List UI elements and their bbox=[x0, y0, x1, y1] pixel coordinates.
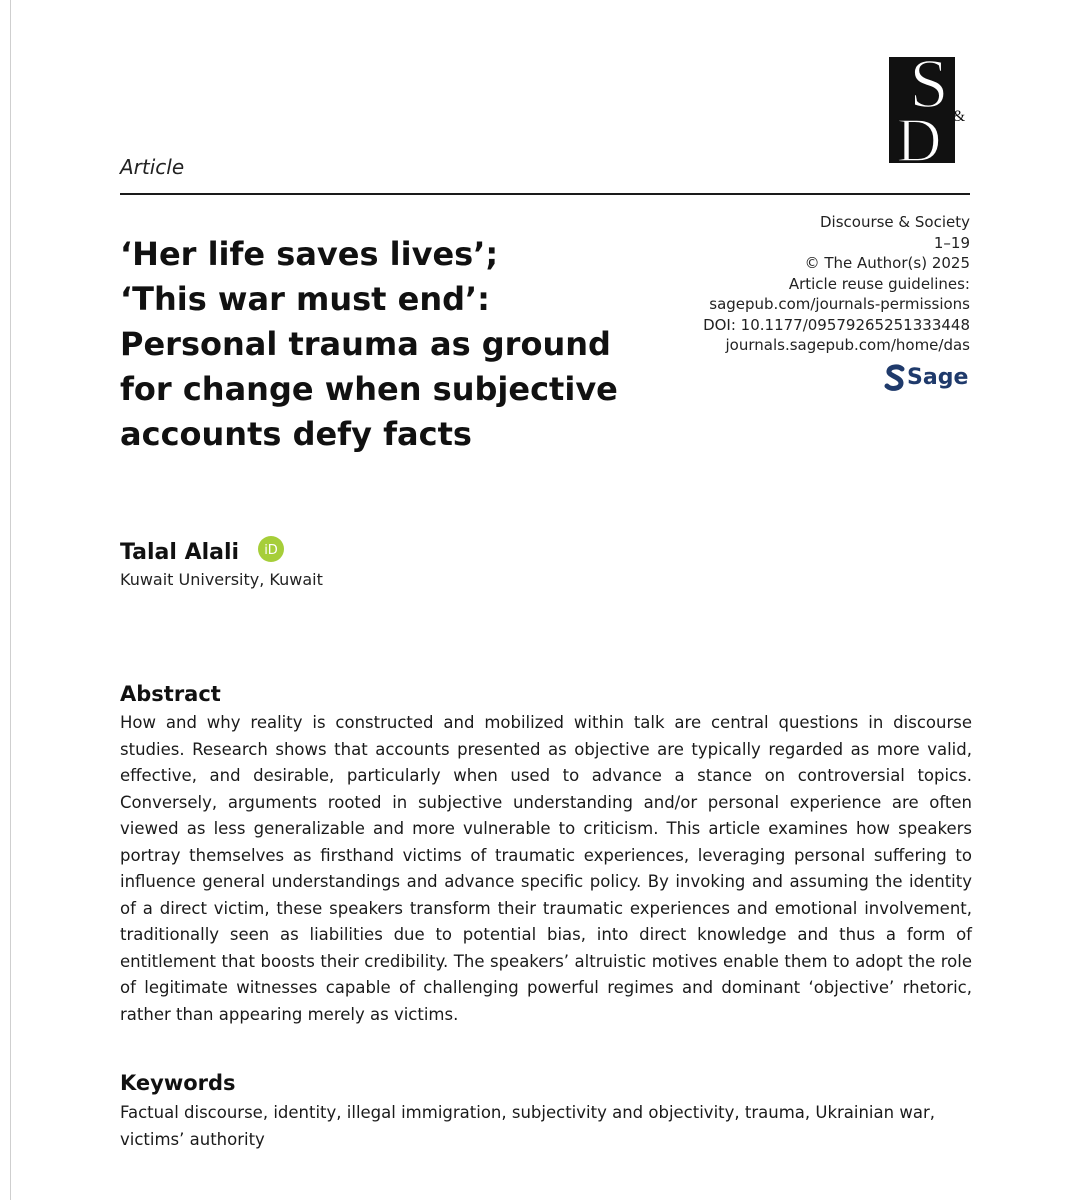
orcid-label: iD bbox=[264, 543, 278, 558]
title-line: accounts defy facts bbox=[120, 415, 472, 453]
reuse-guidelines-label: Article reuse guidelines: bbox=[788, 274, 970, 293]
author-name: Talal Alali bbox=[120, 540, 240, 565]
journal-metadata bbox=[703, 212, 970, 356]
journal-logo bbox=[889, 45, 967, 165]
abstract-text: How and why reality is constructed and mobilized within talk are central questions in discourse studies. Research shows that accounts presented as objective are typically regarded as more valid, effective, and desirable, particularly when used to advance a stance on controversial topics. Conversely, arguments rooted in subjective understanding and/or personal experience are often viewed as less generalizable and more vulnerable to criticism. This article examines how speakers portray themselves as firsthand victims of traumatic experiences, leveraging personal suffering to influence general understandings and advance specific policy. By invoking and assuming the identity of a direct victim, these speakers transform their traumatic experiences and emotional involvement, traditionally seen as liabilities due to potential bias, into direct knowledge and thus a form of entitlement that boosts their credibility. The speakers’ altruistic motives enable them to adopt the role of legitimate witnesses capable of challenging powerful regimes and dominant ‘objective’ rhetoric, rather than appearing merely as victims. bbox=[120, 713, 972, 1024]
sage-s-mark-icon bbox=[884, 364, 906, 392]
abstract-heading: Abstract bbox=[120, 682, 221, 706]
doi-link[interactable]: DOI: 10.1177/09579265251333448 bbox=[703, 315, 970, 334]
keywords-heading: Keywords bbox=[120, 1071, 236, 1095]
journal-homepage-link[interactable]: journals.sagepub.com/home/das bbox=[725, 336, 970, 354]
logo-ampersand: & bbox=[952, 108, 966, 125]
title-line: Personal trauma as ground bbox=[120, 325, 611, 363]
sage-logo bbox=[884, 363, 970, 393]
journal-name: Discourse & Society bbox=[819, 213, 970, 231]
sage-wordmark: Sage bbox=[907, 365, 969, 390]
logo-letter-d: D bbox=[896, 107, 942, 165]
header-rule bbox=[120, 193, 970, 195]
title-line: for change when subjective bbox=[120, 370, 618, 408]
title-line: ‘This war must end’: bbox=[120, 280, 490, 318]
article-title bbox=[120, 232, 640, 457]
keywords-text: Factual discourse, identity, illegal immigration, subjectivity and objectivity, trauma, Ukrainian war, victims’ authority bbox=[120, 1103, 935, 1149]
logo-letter-s: S bbox=[909, 46, 949, 123]
page-range: 1–19 bbox=[933, 233, 970, 252]
article-type-label: Article bbox=[120, 155, 185, 179]
copyright-notice: © The Author(s) 2025 bbox=[804, 254, 970, 272]
title-line: ‘Her life saves lives’; bbox=[120, 235, 499, 273]
author-affiliation: Kuwait University, Kuwait bbox=[120, 570, 323, 589]
page-edge-line bbox=[10, 0, 11, 1200]
reuse-guidelines-link[interactable]: sagepub.com/journals-permissions bbox=[709, 295, 970, 313]
orcid-icon[interactable] bbox=[257, 535, 285, 563]
